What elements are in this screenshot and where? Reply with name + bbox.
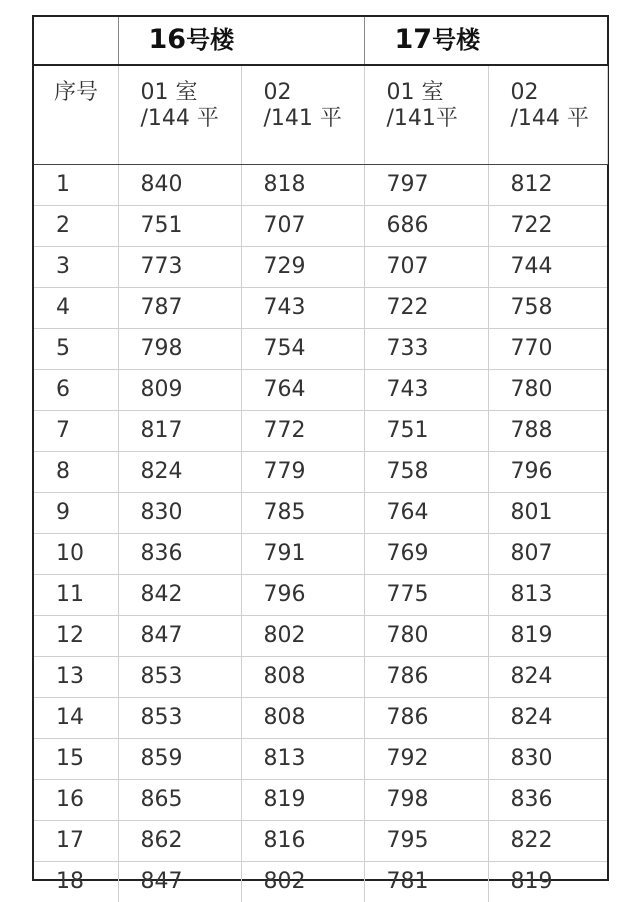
price-cell-16-02: 796 [241, 575, 364, 616]
table-row [34, 534, 607, 575]
row-index-cell: 7 [34, 411, 118, 452]
row-index-cell: 11 [34, 575, 118, 616]
price-cell-16-01: 842 [118, 575, 241, 616]
price-cell-17-02: 807 [488, 534, 607, 575]
price-cell-16-01: 809 [118, 370, 241, 411]
price-cell-16-02: 764 [241, 370, 364, 411]
price-cell-17-02: 836 [488, 780, 607, 821]
price-cell-17-01: 795 [364, 821, 488, 862]
unit-header-17-02: 02 /144 平 [488, 65, 607, 165]
price-cell-16-01: 751 [118, 206, 241, 247]
price-cell-17-01: 722 [364, 288, 488, 329]
price-cell-16-02: 791 [241, 534, 364, 575]
table-row [34, 452, 607, 493]
price-cell-17-01: 797 [364, 165, 488, 206]
price-cell-17-01: 743 [364, 370, 488, 411]
building-17-header: 17号楼 [364, 17, 607, 65]
row-index-cell: 3 [34, 247, 118, 288]
table-row [34, 247, 607, 288]
price-cell-16-02: 802 [241, 862, 364, 902]
unit-header-16-01: 01 室 /144 平 [118, 65, 241, 165]
price-cell-16-01: 817 [118, 411, 241, 452]
price-cell-17-01: 733 [364, 329, 488, 370]
table-row [34, 657, 607, 698]
price-cell-16-02: 779 [241, 452, 364, 493]
price-cell-17-01: 786 [364, 698, 488, 739]
row-index-cell: 16 [34, 780, 118, 821]
price-cell-16-01: 824 [118, 452, 241, 493]
price-cell-17-01: 786 [364, 657, 488, 698]
building-header-row [34, 17, 607, 65]
row-index-cell: 13 [34, 657, 118, 698]
price-cell-16-01: 862 [118, 821, 241, 862]
table-row [34, 411, 607, 452]
row-index-cell: 17 [34, 821, 118, 862]
price-cell-16-01: 847 [118, 616, 241, 657]
price-cell-16-02: 813 [241, 739, 364, 780]
row-index-cell: 14 [34, 698, 118, 739]
row-index-cell: 10 [34, 534, 118, 575]
price-table [34, 17, 608, 902]
unit-header-row [34, 65, 607, 165]
price-cell-16-01: 773 [118, 247, 241, 288]
price-cell-16-02: 743 [241, 288, 364, 329]
price-cell-17-01: 764 [364, 493, 488, 534]
row-index-cell: 9 [34, 493, 118, 534]
row-index-cell: 15 [34, 739, 118, 780]
price-cell-17-01: 707 [364, 247, 488, 288]
price-cell-16-02: 772 [241, 411, 364, 452]
price-cell-17-02: 788 [488, 411, 607, 452]
row-index-cell: 2 [34, 206, 118, 247]
price-cell-16-02: 785 [241, 493, 364, 534]
price-cell-16-01: 830 [118, 493, 241, 534]
price-cell-17-02: 824 [488, 698, 607, 739]
price-cell-17-02: 812 [488, 165, 607, 206]
price-table-frame [32, 15, 609, 881]
price-cell-17-02: 813 [488, 575, 607, 616]
table-row [34, 821, 607, 862]
price-cell-16-01: 847 [118, 862, 241, 902]
price-cell-16-02: 818 [241, 165, 364, 206]
corner-cell [34, 17, 118, 65]
price-cell-16-01: 859 [118, 739, 241, 780]
price-cell-17-02: 830 [488, 739, 607, 780]
table-row [34, 575, 607, 616]
table-row [34, 493, 607, 534]
unit-header-17-01: 01 室 /141平 [364, 65, 488, 165]
price-cell-17-01: 775 [364, 575, 488, 616]
price-cell-17-02: 758 [488, 288, 607, 329]
table-row [34, 329, 607, 370]
table-row [34, 165, 607, 206]
price-cell-17-01: 792 [364, 739, 488, 780]
price-cell-17-02: 780 [488, 370, 607, 411]
table-row [34, 206, 607, 247]
price-cell-17-02: 796 [488, 452, 607, 493]
row-index-cell: 8 [34, 452, 118, 493]
price-cell-16-02: 707 [241, 206, 364, 247]
price-cell-17-02: 819 [488, 616, 607, 657]
table-row [34, 370, 607, 411]
price-cell-16-02: 819 [241, 780, 364, 821]
table-row [34, 288, 607, 329]
row-index-cell: 4 [34, 288, 118, 329]
price-cell-16-01: 798 [118, 329, 241, 370]
price-cell-16-02: 754 [241, 329, 364, 370]
price-cell-17-01: 686 [364, 206, 488, 247]
price-cell-16-01: 787 [118, 288, 241, 329]
price-cell-17-02: 770 [488, 329, 607, 370]
price-cell-17-01: 798 [364, 780, 488, 821]
price-cell-17-02: 824 [488, 657, 607, 698]
price-cell-16-02: 808 [241, 698, 364, 739]
price-cell-16-01: 853 [118, 698, 241, 739]
price-cell-17-01: 751 [364, 411, 488, 452]
price-cell-17-02: 722 [488, 206, 607, 247]
building-16-header: 16号楼 [118, 17, 364, 65]
table-row [34, 616, 607, 657]
price-cell-16-02: 808 [241, 657, 364, 698]
price-cell-17-02: 801 [488, 493, 607, 534]
price-cell-16-01: 853 [118, 657, 241, 698]
row-index-cell: 6 [34, 370, 118, 411]
price-cell-17-01: 758 [364, 452, 488, 493]
row-index-cell: 5 [34, 329, 118, 370]
price-cell-16-01: 865 [118, 780, 241, 821]
table-row [34, 780, 607, 821]
row-index-cell: 12 [34, 616, 118, 657]
price-cell-16-02: 802 [241, 616, 364, 657]
row-index-cell: 18 [34, 862, 118, 902]
price-cell-17-01: 769 [364, 534, 488, 575]
price-cell-16-01: 836 [118, 534, 241, 575]
price-cell-17-02: 744 [488, 247, 607, 288]
table-row [34, 698, 607, 739]
unit-header-16-02: 02 /141 平 [241, 65, 364, 165]
row-index-cell: 1 [34, 165, 118, 206]
table-row [34, 739, 607, 780]
price-cell-17-02: 819 [488, 862, 607, 902]
price-cell-17-01: 781 [364, 862, 488, 902]
price-cell-16-01: 840 [118, 165, 241, 206]
price-cell-16-02: 816 [241, 821, 364, 862]
price-cell-16-02: 729 [241, 247, 364, 288]
index-column-header: 序号 [34, 65, 118, 165]
price-cell-17-02: 822 [488, 821, 607, 862]
price-cell-17-01: 780 [364, 616, 488, 657]
